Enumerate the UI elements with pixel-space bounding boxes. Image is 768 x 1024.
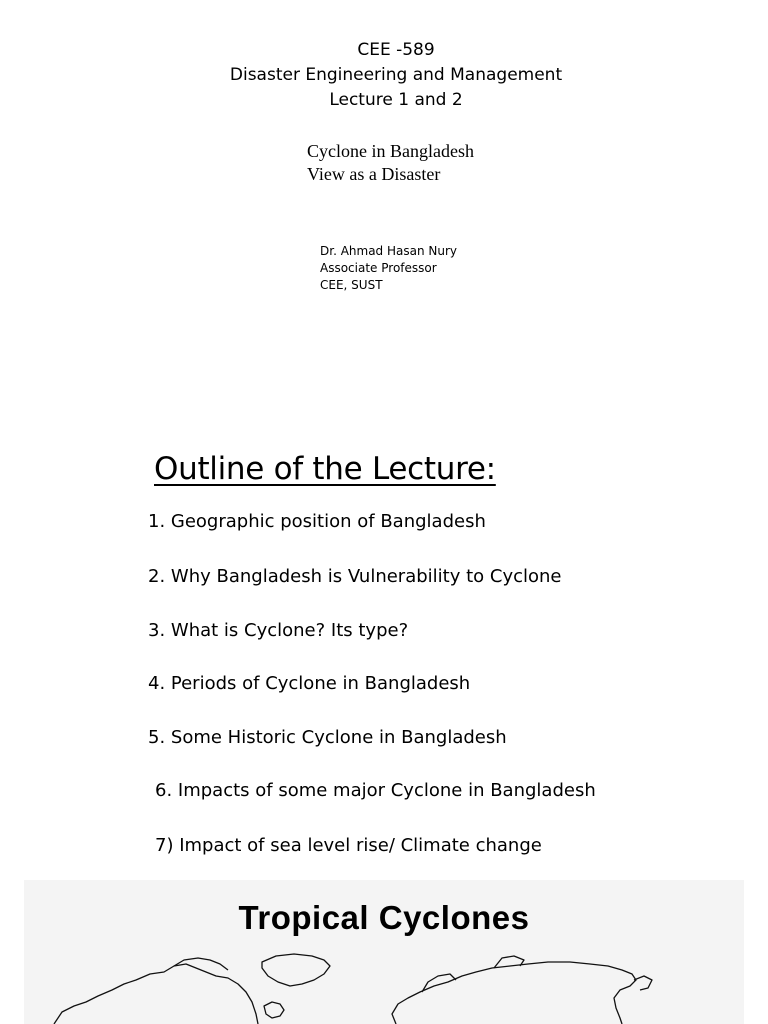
author-position: Associate Professor: [320, 261, 437, 275]
lecture-subtitle-block: [307, 140, 474, 186]
outline-item: 3. What is Cyclone? Its type?: [148, 620, 409, 641]
outline-heading: Outline of the Lecture:: [154, 451, 496, 487]
author-name: Dr. Ahmad Hasan Nury: [320, 244, 458, 258]
outline-item: 7) Impact of sea level rise/ Climate change: [155, 835, 542, 856]
tropical-cyclones-title: Tropical Cyclones: [238, 899, 530, 936]
course-code: CEE -589: [357, 40, 435, 60]
outline-item: 2. Why Bangladesh is Vulnerability to Cyclone: [148, 566, 562, 587]
author-affiliation: CEE, SUST: [320, 278, 383, 292]
outline-item: 4. Periods of Cyclone in Bangladesh: [148, 673, 471, 694]
author-block: [320, 243, 457, 294]
outline-item: 1. Geographic position of Bangladesh: [148, 511, 486, 532]
subtitle-line-2: View as a Disaster: [307, 164, 441, 184]
course-name: Disaster Engineering and Management: [229, 65, 563, 85]
subtitle-line-1: Cyclone in Bangladesh: [307, 141, 474, 161]
outline-item: 5. Some Historic Cyclone in Bangladesh: [148, 727, 507, 748]
tropical-cyclones-slide: [24, 880, 744, 1024]
lecture-number: Lecture 1 and 2: [329, 90, 463, 110]
world-map-outline-icon: [24, 952, 744, 1024]
outline-item: 6. Impacts of some major Cyclone in Bangladesh: [155, 780, 596, 801]
lecture-title-block: [0, 38, 768, 113]
